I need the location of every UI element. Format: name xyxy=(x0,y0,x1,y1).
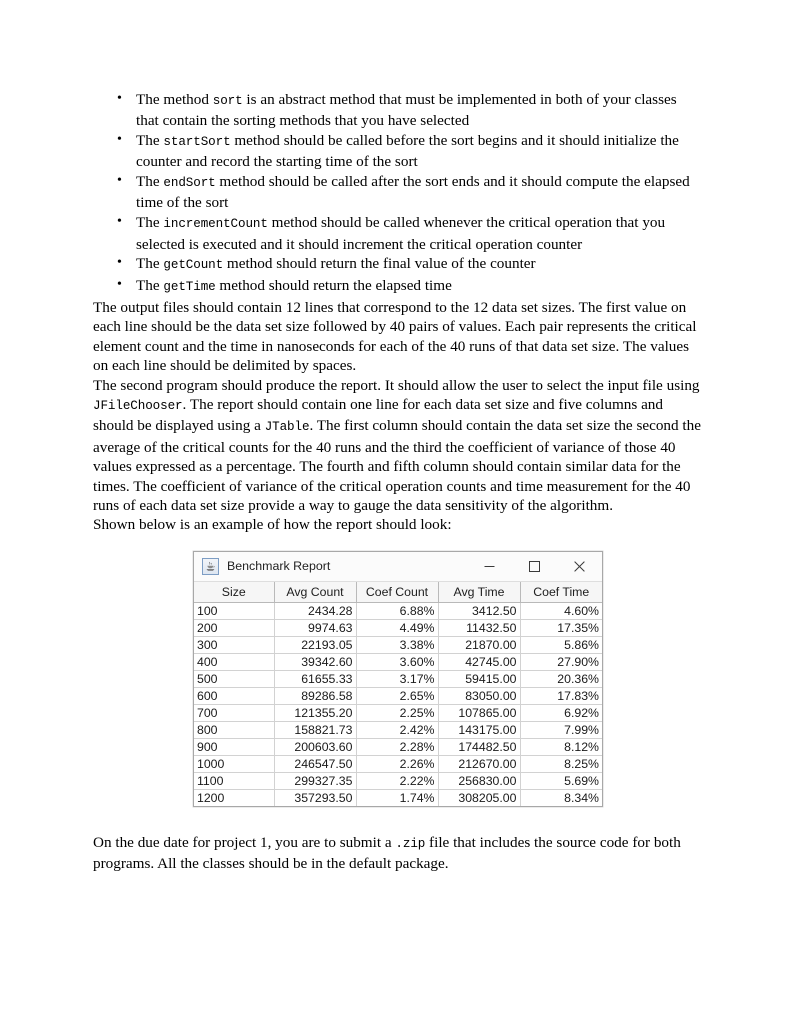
table-cell[interactable]: 246547.50 xyxy=(274,755,356,772)
table-header xyxy=(194,582,602,603)
table-cell[interactable]: 1100 xyxy=(194,772,274,789)
window-controls xyxy=(467,552,602,581)
text-run: The output files should contain 12 lines that correspond to the 12 data set sizes. The first value on each line should be the data set size followed by 40 pairs of values. Each pair represents the critical element count and the time in nanoseconds for each of the 40 runs of that data set size. The values on each line should be delimited by spaces. xyxy=(93,298,697,375)
table-row[interactable] xyxy=(194,653,602,670)
embedded-screenshot xyxy=(93,551,703,807)
table-cell[interactable]: 700 xyxy=(194,704,274,721)
table-cell[interactable]: 158821.73 xyxy=(274,721,356,738)
table-cell[interactable]: 299327.35 xyxy=(274,772,356,789)
table-cell[interactable]: 500 xyxy=(194,670,274,687)
table-cell[interactable]: 2434.28 xyxy=(274,602,356,619)
table-cell[interactable]: 256830.00 xyxy=(438,772,520,789)
table-cell[interactable]: 800 xyxy=(194,721,274,738)
table-cell[interactable]: 20.36% xyxy=(520,670,602,687)
paragraph-second-program xyxy=(93,376,703,516)
text-run: method should return the elapsed time xyxy=(215,277,452,295)
table-cell[interactable]: 5.86% xyxy=(520,636,602,653)
table-cell[interactable]: 357293.50 xyxy=(274,789,356,806)
table-row[interactable] xyxy=(194,602,602,619)
code-term: sort xyxy=(212,94,243,108)
table-cell[interactable]: 9974.63 xyxy=(274,619,356,636)
table-cell[interactable]: 8.12% xyxy=(520,738,602,755)
table-header-row xyxy=(194,582,602,603)
text-run: is an abstract method that must be implemented in both of your classes that contain the sorting methods that you have selected xyxy=(136,91,677,130)
table-cell[interactable]: 3.17% xyxy=(356,670,438,687)
table-row[interactable] xyxy=(194,687,602,704)
table-cell[interactable]: 6.92% xyxy=(520,704,602,721)
text-run: file that includes the source code for both programs. All the classes should be in the default package. xyxy=(93,833,681,873)
table-column-header-4[interactable]: Coef Time xyxy=(520,582,602,603)
table-cell[interactable]: 1000 xyxy=(194,755,274,772)
table-body xyxy=(194,602,602,806)
table-cell[interactable]: 27.90% xyxy=(520,653,602,670)
code-term: incrementCount xyxy=(163,217,268,232)
table-cell[interactable]: 21870.00 xyxy=(438,636,520,653)
table-cell[interactable]: 200 xyxy=(194,619,274,636)
text-run: The xyxy=(136,255,164,273)
table-cell[interactable]: 4.60% xyxy=(520,602,602,619)
code-term: JFileChooser xyxy=(93,399,183,413)
text-run: The xyxy=(136,132,164,150)
text-run: The xyxy=(136,277,164,295)
table-cell[interactable]: 8.25% xyxy=(520,755,602,772)
table-cell[interactable]: 174482.50 xyxy=(438,738,520,755)
text-run: method should be called after the sort ends and it should compute the elapsed time of the sort xyxy=(136,173,690,212)
table-cell[interactable]: 83050.00 xyxy=(438,687,520,704)
text-run: . The first column should contain the data set size the second the average of the critical counts for the 40 runs and the third the coefficient of variance of those 40 values expressed as a percentage. The fourth and fifth column should contain similar data for the times. The coefficient of variance of the critical operation counts and time measurement for the 40 runs of each data set size provide a way to gauge the data sensitivity of the algorithm. xyxy=(93,417,701,515)
code-term: getTime xyxy=(163,280,216,295)
table-cell[interactable]: 600 xyxy=(194,687,274,704)
table-cell[interactable]: 308205.00 xyxy=(438,789,520,806)
table-cell[interactable]: 1200 xyxy=(194,789,274,806)
java-coffee-cup-icon xyxy=(202,558,219,575)
table-cell[interactable]: 2.65% xyxy=(356,687,438,704)
table-cell[interactable]: 100 xyxy=(194,602,274,619)
table-cell[interactable]: 61655.33 xyxy=(274,670,356,687)
text-run: The method xyxy=(136,91,213,108)
table-column-header-0[interactable]: Size xyxy=(194,582,274,603)
code-term: getCount xyxy=(163,258,224,273)
table-column-header-2[interactable]: Coef Count xyxy=(356,582,438,603)
text-run: method should return the final value of the counter xyxy=(223,255,536,273)
table-cell[interactable]: 22193.05 xyxy=(274,636,356,653)
table-cell[interactable]: 3.60% xyxy=(356,653,438,670)
table-cell[interactable]: 3.38% xyxy=(356,636,438,653)
table-row[interactable] xyxy=(194,755,602,772)
paragraph-due-date xyxy=(93,833,703,874)
table-row[interactable] xyxy=(194,670,602,687)
text-run: method should be called whenever the critical operation that you selected is executed and it should increment the critical operation counter xyxy=(136,214,666,253)
table-cell[interactable]: 121355.20 xyxy=(274,704,356,721)
requirement-bullet-5 xyxy=(93,254,703,275)
table-cell[interactable]: 6.88% xyxy=(356,602,438,619)
close-icon[interactable] xyxy=(557,552,602,581)
table-cell[interactable]: 89286.58 xyxy=(274,687,356,704)
table-cell[interactable]: 400 xyxy=(194,653,274,670)
table-cell[interactable]: 8.34% xyxy=(564,790,599,805)
table-cell[interactable]: 900 xyxy=(194,738,274,755)
table-cell[interactable]: 2.42% xyxy=(356,721,438,738)
table-cell[interactable]: 4.49% xyxy=(356,619,438,636)
table-row[interactable] xyxy=(194,789,602,806)
requirement-bullet-3 xyxy=(93,172,703,213)
requirement-bullet-2 xyxy=(93,131,703,172)
table-cell[interactable]: 17.83% xyxy=(520,687,602,704)
text-run: The xyxy=(136,173,164,191)
requirement-bullet-4 xyxy=(93,213,703,254)
requirements-bullet-list xyxy=(93,90,703,297)
table-cell[interactable]: 2.22% xyxy=(356,772,438,789)
window-title: Benchmark Report xyxy=(227,559,331,574)
text-run: The xyxy=(136,214,164,232)
table-row[interactable] xyxy=(194,738,602,755)
table-row[interactable] xyxy=(194,772,602,789)
requirement-bullet-1 xyxy=(93,90,703,131)
table-cell[interactable]: 17.35% xyxy=(520,619,602,636)
table-cell[interactable]: 42745.00 xyxy=(438,653,520,670)
table-cell[interactable]: 1.74% xyxy=(356,789,438,806)
table-cell[interactable]: 2.28% xyxy=(356,738,438,755)
table-cell[interactable]: 2.25% xyxy=(356,704,438,721)
table-cell[interactable]: 11432.50 xyxy=(438,619,520,636)
benchmark-report-window xyxy=(193,551,603,807)
text-run: On the due date for project 1, you are to submit a xyxy=(93,833,396,851)
text-run: The second program should produce the report. It should allow the user to select the input file using xyxy=(93,376,700,394)
table-cell[interactable]: 39342.60 xyxy=(274,653,356,670)
code-term: JTable xyxy=(264,420,310,435)
table-cell[interactable]: 200603.60 xyxy=(274,738,356,755)
text-run: method should be called before the sort begins and it should initialize the counter and record the starting time of the sort xyxy=(136,132,679,171)
maximize-icon[interactable] xyxy=(512,552,557,581)
table-column-header-3[interactable]: Avg Time xyxy=(438,582,520,603)
table-cell[interactable]: 2.26% xyxy=(356,755,438,772)
table-row[interactable] xyxy=(194,721,602,738)
table-cell[interactable]: 3412.50 xyxy=(438,602,520,619)
text-run: Shown below is an example of how the report should look: xyxy=(93,516,452,534)
paragraph-output-files xyxy=(93,298,703,376)
table-cell[interactable]: 7.99% xyxy=(520,721,602,738)
table-cell[interactable]: 59415.00 xyxy=(438,670,520,687)
code-term: startSort xyxy=(163,135,231,150)
table-cell[interactable]: 212670.00 xyxy=(438,755,520,772)
table-cell[interactable]: 107865.00 xyxy=(438,704,520,721)
text-run: . The report should contain one line for each data set size and five columns and should be displayed using a xyxy=(93,396,663,435)
window-titlebar[interactable] xyxy=(194,552,602,582)
paragraph-shown-below xyxy=(93,515,703,534)
requirement-bullet-6 xyxy=(93,276,703,297)
table-row[interactable] xyxy=(194,619,602,636)
table-row[interactable] xyxy=(194,704,602,721)
table-cell[interactable]: 300 xyxy=(194,636,274,653)
table-column-header-1[interactable]: Avg Count xyxy=(274,582,356,603)
minimize-icon[interactable] xyxy=(467,552,512,581)
code-term: .zip xyxy=(395,836,426,851)
code-term: endSort xyxy=(163,176,216,191)
table-cell[interactable]: 143175.00 xyxy=(438,721,520,738)
benchmark-report-table[interactable] xyxy=(194,582,602,806)
table-cell[interactable]: 5.69% xyxy=(520,772,602,789)
table-row[interactable] xyxy=(194,636,602,653)
